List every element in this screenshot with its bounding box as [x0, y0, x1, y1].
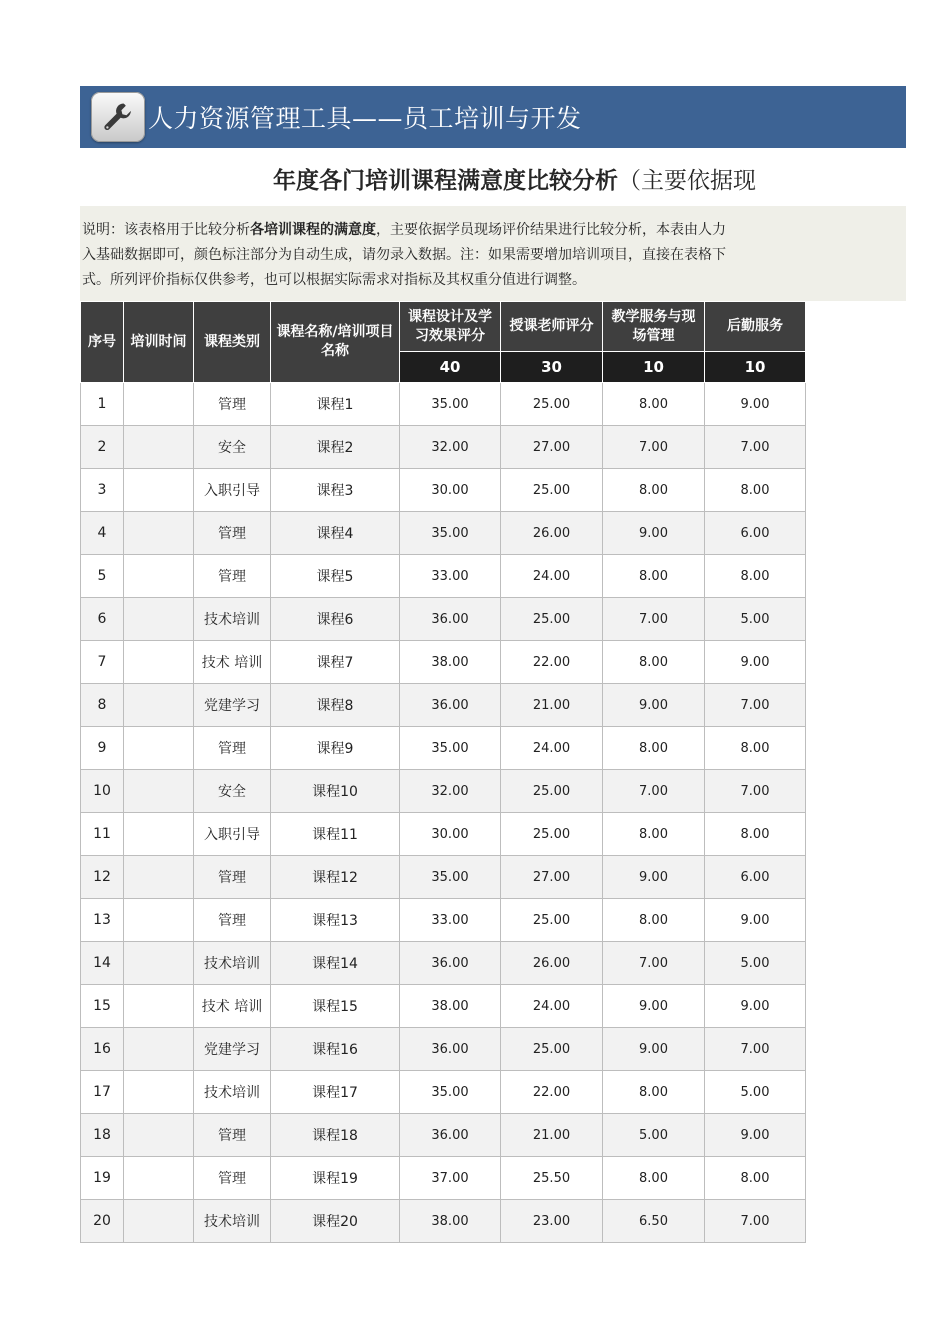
note-emphasis: 各培训课程的满意度 — [250, 222, 376, 238]
table-row — [81, 1028, 806, 1071]
cell-design[interactable]: 36.00 — [400, 1114, 501, 1157]
cell-time[interactable] — [124, 942, 194, 985]
cell-design[interactable]: 33.00 — [400, 555, 501, 598]
cell-logistics[interactable]: 9.00 — [705, 383, 806, 426]
note-text: ，主要依据学员现场评价结果进行比较分析，本表由人力 — [376, 222, 726, 238]
cell-design[interactable]: 30.00 — [400, 469, 501, 512]
cell-time[interactable] — [124, 899, 194, 942]
cell-logistics[interactable]: 8.00 — [705, 1157, 806, 1200]
cell-course[interactable]: 课程8 — [271, 684, 400, 727]
cell-design[interactable]: 36.00 — [400, 684, 501, 727]
cell-course[interactable]: 课程20 — [271, 1200, 400, 1243]
cell-logistics[interactable]: 6.00 — [705, 856, 806, 899]
cell-logistics[interactable]: 5.00 — [705, 942, 806, 985]
weight-service: 10 — [603, 352, 705, 383]
table-row — [81, 985, 806, 1028]
cell-course[interactable]: 课程1 — [271, 383, 400, 426]
cell-time[interactable] — [124, 1200, 194, 1243]
weight-logistics: 10 — [705, 352, 806, 383]
cell-course[interactable]: 课程5 — [271, 555, 400, 598]
cell-teacher[interactable]: 22.00 — [501, 641, 603, 684]
table-row — [81, 512, 806, 555]
cell-design[interactable]: 38.00 — [400, 1200, 501, 1243]
cell-category[interactable]: 管理 — [194, 383, 271, 426]
cell-design[interactable]: 35.00 — [400, 727, 501, 770]
table-row — [81, 1157, 806, 1200]
note-line-2: 入基础数据即可，颜色标注部分为自动生成，请勿录入数据。注：如果需要增加培训项目，直接在表格下 — [82, 247, 726, 263]
cell-time[interactable] — [124, 1114, 194, 1157]
cell-service[interactable]: 9.00 — [603, 684, 705, 727]
cell-course[interactable]: 课程13 — [271, 899, 400, 942]
cell-service[interactable]: 9.00 — [603, 1028, 705, 1071]
cell-logistics[interactable]: 5.00 — [705, 1071, 806, 1114]
cell-logistics[interactable]: 7.00 — [705, 770, 806, 813]
cell-design[interactable]: 36.00 — [400, 942, 501, 985]
cell-time[interactable] — [124, 512, 194, 555]
cell-teacher[interactable]: 21.00 — [501, 1114, 603, 1157]
cell-service[interactable]: 9.00 — [603, 856, 705, 899]
cell-logistics[interactable]: 8.00 — [705, 555, 806, 598]
cell-index[interactable]: 6 — [81, 598, 124, 641]
cell-time[interactable] — [124, 641, 194, 684]
cell-design[interactable]: 36.00 — [400, 1028, 501, 1071]
cell-service[interactable]: 8.00 — [603, 1071, 705, 1114]
cell-course[interactable]: 课程3 — [271, 469, 400, 512]
cell-teacher[interactable]: 25.50 — [501, 1157, 603, 1200]
cell-teacher[interactable]: 24.00 — [501, 985, 603, 1028]
subtitle-container — [80, 160, 805, 200]
cell-index[interactable]: 19 — [81, 1157, 124, 1200]
cell-category[interactable]: 管理 — [194, 727, 271, 770]
cell-logistics[interactable]: 8.00 — [705, 469, 806, 512]
cell-logistics[interactable]: 9.00 — [705, 985, 806, 1028]
cell-design[interactable]: 35.00 — [400, 383, 501, 426]
cell-category[interactable]: 技术培训 — [194, 1071, 271, 1114]
cell-service[interactable]: 6.50 — [603, 1200, 705, 1243]
cell-service[interactable]: 8.00 — [603, 899, 705, 942]
table-row — [81, 813, 806, 856]
cell-course[interactable]: 课程19 — [271, 1157, 400, 1200]
note-line-1 — [82, 218, 804, 243]
cell-service[interactable]: 7.00 — [603, 426, 705, 469]
cell-service[interactable]: 8.00 — [603, 641, 705, 684]
cell-category[interactable]: 管理 — [194, 512, 271, 555]
cell-logistics[interactable]: 7.00 — [705, 1028, 806, 1071]
cell-category[interactable]: 安全 — [194, 770, 271, 813]
cell-category[interactable]: 党建学习 — [194, 684, 271, 727]
cell-time[interactable] — [124, 598, 194, 641]
cell-logistics[interactable]: 7.00 — [705, 1200, 806, 1243]
cell-teacher[interactable]: 25.00 — [501, 813, 603, 856]
cell-service[interactable]: 5.00 — [603, 1114, 705, 1157]
cell-teacher[interactable]: 23.00 — [501, 1200, 603, 1243]
table-row — [81, 383, 806, 426]
col-header-index: 序号 — [81, 302, 124, 383]
cell-teacher[interactable]: 25.00 — [501, 1028, 603, 1071]
cell-category[interactable]: 技术培训 — [194, 598, 271, 641]
cell-index[interactable]: 17 — [81, 1071, 124, 1114]
cell-teacher[interactable]: 26.00 — [501, 512, 603, 555]
cell-service[interactable]: 7.00 — [603, 942, 705, 985]
cell-course[interactable]: 课程18 — [271, 1114, 400, 1157]
cell-time[interactable] — [124, 813, 194, 856]
cell-course[interactable]: 课程7 — [271, 641, 400, 684]
cell-time[interactable] — [124, 770, 194, 813]
cell-category[interactable]: 管理 — [194, 856, 271, 899]
cell-index[interactable]: 2 — [81, 426, 124, 469]
cell-teacher[interactable]: 25.00 — [501, 469, 603, 512]
cell-category[interactable]: 入职引导 — [194, 469, 271, 512]
subtitle-rest: （主要依据现 — [618, 168, 756, 194]
cell-logistics[interactable]: 8.00 — [705, 727, 806, 770]
cell-design[interactable]: 35.00 — [400, 1071, 501, 1114]
cell-time[interactable] — [124, 684, 194, 727]
cell-teacher[interactable]: 25.00 — [501, 598, 603, 641]
table-row — [81, 770, 806, 813]
cell-category[interactable]: 技术培训 — [194, 1200, 271, 1243]
cell-design[interactable]: 35.00 — [400, 512, 501, 555]
cell-logistics[interactable]: 9.00 — [705, 1114, 806, 1157]
table-row — [81, 469, 806, 512]
cell-logistics[interactable]: 7.00 — [705, 426, 806, 469]
cell-design[interactable]: 32.00 — [400, 770, 501, 813]
cell-index[interactable]: 5 — [81, 555, 124, 598]
cell-index[interactable]: 8 — [81, 684, 124, 727]
cell-index[interactable]: 11 — [81, 813, 124, 856]
cell-time[interactable] — [124, 856, 194, 899]
table-row — [81, 856, 806, 899]
table-row — [81, 899, 806, 942]
cell-time[interactable] — [124, 469, 194, 512]
cell-teacher[interactable]: 25.00 — [501, 899, 603, 942]
table-row — [81, 641, 806, 684]
cell-design[interactable]: 38.00 — [400, 641, 501, 684]
cell-service[interactable]: 8.00 — [603, 1157, 705, 1200]
cell-index[interactable]: 15 — [81, 985, 124, 1028]
subtitle-bold: 年度各门培训课程满意度比较分析 — [273, 168, 618, 194]
cell-service[interactable]: 7.00 — [603, 770, 705, 813]
cell-service[interactable]: 9.00 — [603, 512, 705, 555]
cell-time[interactable] — [124, 985, 194, 1028]
cell-teacher[interactable]: 24.00 — [501, 727, 603, 770]
cell-time[interactable] — [124, 555, 194, 598]
cell-time[interactable] — [124, 1157, 194, 1200]
cell-index[interactable]: 14 — [81, 942, 124, 985]
cell-logistics[interactable]: 5.00 — [705, 598, 806, 641]
note-line-3: 式。所列评价指标仅供参考，也可以根据实际需求对指标及其权重分值进行调整。 — [82, 272, 586, 288]
cell-course[interactable]: 课程6 — [271, 598, 400, 641]
cell-design[interactable]: 38.00 — [400, 985, 501, 1028]
cell-course[interactable]: 课程11 — [271, 813, 400, 856]
cell-category[interactable]: 管理 — [194, 899, 271, 942]
cell-category[interactable]: 管理 — [194, 555, 271, 598]
cell-time[interactable] — [124, 426, 194, 469]
col-header-course: 课程名称/培训项目名称 — [271, 302, 400, 383]
cell-design[interactable]: 33.00 — [400, 899, 501, 942]
cell-design[interactable]: 35.00 — [400, 856, 501, 899]
wrench-icon — [91, 92, 145, 142]
col-header-time: 培训时间 — [124, 302, 194, 383]
col-header-logistics: 后勤服务 — [705, 302, 806, 352]
cell-index[interactable]: 16 — [81, 1028, 124, 1071]
table-row — [81, 1200, 806, 1243]
cell-course[interactable]: 课程10 — [271, 770, 400, 813]
table-row — [81, 684, 806, 727]
cell-course[interactable]: 课程4 — [271, 512, 400, 555]
col-header-service: 教学服务与现场管理 — [603, 302, 705, 352]
title-banner — [80, 86, 906, 148]
instructions-note — [82, 218, 804, 293]
table-row — [81, 942, 806, 985]
cell-design[interactable]: 36.00 — [400, 598, 501, 641]
table-row — [81, 1114, 806, 1157]
cell-teacher[interactable]: 24.00 — [501, 555, 603, 598]
table-row — [81, 426, 806, 469]
cell-service[interactable]: 8.00 — [603, 383, 705, 426]
cell-teacher[interactable]: 22.00 — [501, 1071, 603, 1114]
cell-category[interactable]: 技术 培训 — [194, 985, 271, 1028]
cell-logistics[interactable]: 9.00 — [705, 641, 806, 684]
cell-category[interactable]: 安全 — [194, 426, 271, 469]
cell-index[interactable]: 10 — [81, 770, 124, 813]
cell-service[interactable]: 8.00 — [603, 727, 705, 770]
cell-logistics[interactable]: 9.00 — [705, 899, 806, 942]
cell-service[interactable]: 8.00 — [603, 555, 705, 598]
cell-index[interactable]: 18 — [81, 1114, 124, 1157]
cell-index[interactable]: 20 — [81, 1200, 124, 1243]
cell-course[interactable]: 课程14 — [271, 942, 400, 985]
report-subtitle — [273, 162, 756, 195]
cell-category[interactable]: 党建学习 — [194, 1028, 271, 1071]
satisfaction-table — [80, 301, 806, 1243]
table-row — [81, 1071, 806, 1114]
cell-service[interactable]: 8.00 — [603, 813, 705, 856]
cell-course[interactable]: 课程15 — [271, 985, 400, 1028]
cell-teacher[interactable]: 27.00 — [501, 426, 603, 469]
cell-index[interactable]: 1 — [81, 383, 124, 426]
cell-course[interactable]: 课程9 — [271, 727, 400, 770]
cell-category[interactable]: 入职引导 — [194, 813, 271, 856]
table-body — [81, 383, 806, 1243]
cell-index[interactable]: 7 — [81, 641, 124, 684]
cell-time[interactable] — [124, 727, 194, 770]
cell-index[interactable]: 13 — [81, 899, 124, 942]
cell-teacher[interactable]: 27.00 — [501, 856, 603, 899]
weight-design: 40 — [400, 352, 501, 383]
cell-logistics[interactable]: 8.00 — [705, 813, 806, 856]
cell-design[interactable]: 37.00 — [400, 1157, 501, 1200]
cell-course[interactable]: 课程17 — [271, 1071, 400, 1114]
cell-design[interactable]: 32.00 — [400, 426, 501, 469]
cell-index[interactable]: 3 — [81, 469, 124, 512]
cell-course[interactable]: 课程16 — [271, 1028, 400, 1071]
col-header-teacher: 授课老师评分 — [501, 302, 603, 352]
cell-category[interactable]: 管理 — [194, 1157, 271, 1200]
cell-service[interactable]: 8.00 — [603, 469, 705, 512]
col-header-category: 课程类别 — [194, 302, 271, 383]
cell-design[interactable]: 30.00 — [400, 813, 501, 856]
cell-teacher[interactable]: 21.00 — [501, 684, 603, 727]
cell-index[interactable]: 4 — [81, 512, 124, 555]
weight-teacher: 30 — [501, 352, 603, 383]
cell-index[interactable]: 9 — [81, 727, 124, 770]
col-header-design: 课程设计及学习效果评分 — [400, 302, 501, 352]
cell-teacher[interactable]: 25.00 — [501, 383, 603, 426]
note-text: 说明：该表格用于比较分析 — [82, 222, 250, 238]
table-row — [81, 727, 806, 770]
cell-service[interactable]: 9.00 — [603, 985, 705, 1028]
cell-teacher[interactable]: 25.00 — [501, 770, 603, 813]
table-row — [81, 555, 806, 598]
cell-logistics[interactable]: 6.00 — [705, 512, 806, 555]
page-title: 人力资源管理工具——员工培训与开发 — [148, 104, 582, 133]
cell-index[interactable]: 12 — [81, 856, 124, 899]
cell-category[interactable]: 管理 — [194, 1114, 271, 1157]
cell-course[interactable]: 课程2 — [271, 426, 400, 469]
cell-service[interactable]: 7.00 — [603, 598, 705, 641]
cell-time[interactable] — [124, 1028, 194, 1071]
cell-time[interactable] — [124, 1071, 194, 1114]
cell-course[interactable]: 课程12 — [271, 856, 400, 899]
table-row — [81, 598, 806, 641]
cell-logistics[interactable]: 7.00 — [705, 684, 806, 727]
cell-time[interactable] — [124, 383, 194, 426]
cell-category[interactable]: 技术 培训 — [194, 641, 271, 684]
cell-category[interactable]: 技术培训 — [194, 942, 271, 985]
cell-teacher[interactable]: 26.00 — [501, 942, 603, 985]
